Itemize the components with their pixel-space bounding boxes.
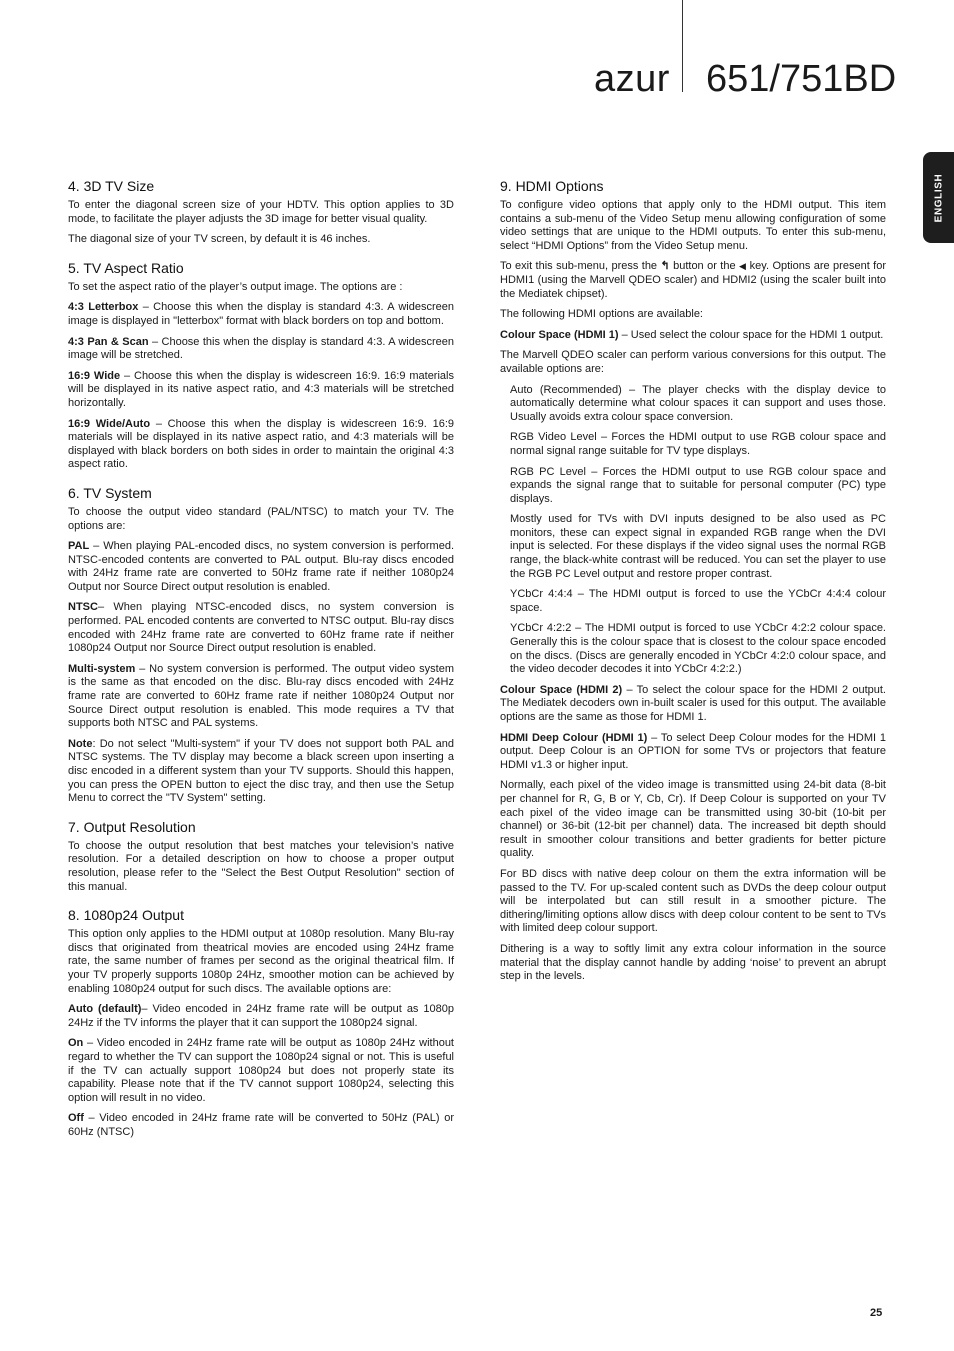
option-term: PAL [68,540,90,553]
option-term: Multi-system [68,662,136,675]
note-paragraph [68,738,454,806]
section-title: 5. TV Aspect Ratio [68,259,184,276]
paragraph: For BD discs with native deep colour on them the extra information will be passed to the TV. For up-scaled content such as DVDs the deep colour output will be interpolated but can still result in a smoother picture. The dithering/limiting options allow discs with deep colour content to be sent to TVs with limited deep colour support. [500,867,886,935]
option-paragraph [68,1112,454,1139]
return-icon: ↰ [660,260,670,273]
section-1080p24-output [68,907,454,1139]
option-text: – To select Deep Colour modes for the HDMI 1 output. Deep Colour is an OPTION for some TVs or projectors that feature HDMI v1.3 or higher input. [500,731,886,771]
paragraph: Normally, each pixel of the video image is transmitted using 24-bit data (8-bit per channel for R, G, B or Y, Cb, Cr). If Deep Colour is supported on your TV each pixel of the video image can be transmitted using 30-bit (10-bit per channel) or 36-bit (12-bit per channel) data. The increased bit depth should result in smoother colour transitions and better gradients for better picture quality. [500,779,886,860]
indented-option: RGB Video Level – Forces the HDMI output to use RGB colour space and normal signal range suitable for TV type displays. [510,431,886,457]
option-paragraph [68,540,454,594]
option-term: HDMI Deep Colour (HDMI 1) [500,731,648,744]
option-term: Colour Space (HDMI 2) [500,683,623,696]
paragraph: To choose the output resolution that best matches your television’s native resolution. For a detailed description on how to choose a proper output resolution, please refer to the "Select the Best Output Resolution" section of this manual. [68,839,454,893]
right-column [500,178,886,997]
text: To exit this sub-menu, press the [500,260,661,273]
indented-option: Auto (Recommended) – The player checks with the display device to automatically determine what colour spaces it can support and uses those. Usually avoids extra colour space conversion. [510,383,886,423]
option-text: – Choose this when the display is widescreen 16:9. 16:9 materials will be displayed in its native aspect ratio, and 4:3 materials will be displayed with black borders on both sides in order to maintain the original 4:3 aspect ratio. [68,417,455,471]
option-text: – Video encoded in 24Hz frame rate will be output as 1080p 24Hz without regard to whether the TV can support the 1080p24 signal or not. This is useful if the TV can actually support 1080p24 but does not properly state its capability. Please note that if the TV cannot support 1080p24, selecting this option will result in no video. [68,1037,454,1104]
section-output-resolution [68,819,454,894]
indented-option: YCbCr 4:4:4 – The HDMI output is forced to use the YCbCr 4:4:4 colour space. [510,588,886,614]
section-tv-system [68,485,454,806]
option-paragraph [68,1037,454,1105]
section-title: 6. TV System [68,484,152,501]
option-term: 16:9 Wide [68,369,121,382]
paragraph: To set the aspect ratio of the player’s output image. The options are : [68,280,403,293]
header-divider [682,0,683,92]
indented-option: Mostly used for TVs with DVI inputs designed to be also used as PC monitors, these can expect signal in expanded RGB range when the DVI input is selected. For these displays if the video signal uses the normal RGB range, the black-white contrast will be reduced. You can set the player to use the RGB PC Level output and restore proper contrast. [510,513,886,580]
left-arrow-icon: ◀ [738,261,747,272]
section-title: 9. HDMI Options [500,178,604,194]
paragraph: To configure video options that apply only to the HDMI output. This item contains a sub-menu of the Video Setup menu allowing configuration of some video settings that are unique to the HDMI outputs. To enter this sub-menu, select “HDMI Options” from the Video Setup menu. [500,199,886,252]
section-hdmi-options [500,178,886,984]
brand-name: azur [594,58,670,100]
option-paragraph [68,601,454,655]
option-text: – Choose this when the display is widescreen 16:9. 16:9 materials will be displayed in its native aspect ratio, and 4:3 materials will be stretched horizontally. [68,369,454,409]
language-tab [923,152,954,243]
option-text: – Video encoded in 24Hz frame rate will be output as 1080p 24Hz if the TV informs the player that it can support the 1080p24 signal. [68,1003,454,1029]
option-term: On [68,1037,84,1050]
option-term: Off [68,1112,84,1125]
option-text: – To select the colour space for the HDMI 2 output. The Mediatek decoders own in-built scaler is used for this output. The available options are the same as those for HDMI 1. [500,683,886,723]
option-text: – When playing NTSC-encoded discs, no system conversion is performed. PAL encoded contents are converted to NTSC output. Blu-ray discs encoded with 24Hz frame rate are converted to 60Hz frame rate if neither 1080p24 Output nor Source Direct output resolution is enabled. [68,601,454,655]
text: key. Options are present for HDMI1 (using the Marvell QDEO scaler) and HDMI2 (using the scaler built into the Mediatek chipset). [500,260,886,300]
paragraph: To choose the output video standard (PAL/NTSC) to match your TV. The options are: [68,505,454,532]
option-paragraph [68,336,454,363]
option-text: – When playing PAL-encoded discs, no system conversion is performed. NTSC-encoded contents are converted to PAL output. Blu-ray discs encoded with 24Hz frame rate are converted to 50Hz frame rate if neither 1080p24 Output nor Source Direct output resolution is enabled. [68,540,454,593]
paragraph: The diagonal size of your TV screen, by default it is 46 inches. [68,233,371,246]
option-text: – Used select the colour space for the HDMI 1 output. [618,328,884,341]
option-text: – Choose this when the display is standard 4:3. A widescreen image will be stretched. [68,335,454,362]
paragraph: Dithering is a way to softly limit any extra colour information in the source material that the display cannot handle by adding ‘noise’ to prevent an abrupt step in the levels. [500,942,886,983]
section-tv-aspect-ratio [68,260,454,472]
option-paragraph [500,329,886,343]
option-paragraph [68,370,454,411]
option-paragraph [68,663,454,731]
option-term: 4:3 Pan & Scan [68,335,149,348]
section-title: 7. Output Resolution [68,818,196,835]
paragraph: This option only applies to the HDMI output at 1080p resolution. Many Blu-ray discs that originated from theatrical movies are encoded using 24Hz frame rate, the same number of frames per second as the original theatrical film. If your TV properly supports 1080p 24Hz, smoother motion can be achieved by enabling 1080p24 output for such discs. The available options are: [68,928,454,995]
paragraph: The Marvell QDEO scaler can perform various conversions for this output. The available options are: [500,349,886,375]
option-term: NTSC [68,601,98,614]
section-title: 4. 3D TV Size [68,178,155,194]
option-paragraph [500,684,886,725]
option-paragraph [68,1003,454,1030]
section-title: 8. 1080p24 Output [68,907,184,924]
left-column [68,178,454,1152]
option-term: 16:9 Wide/Auto [68,417,151,430]
paragraph [500,260,886,301]
indented-option: YCbCr 4:2:2 – The HDMI output is forced to use YCbCr 4:2:2 colour space. Generally this is the colour space that is closest to the colour space encoded on the discs. (Discs are generally encoded in YCbCr 4:2:0 colour space, and the video decoder decodes it into YCbCr 4:2:2.) [510,622,886,676]
paragraph: To enter the diagonal screen size of your HDTV. This option applies to 3D mode, to facilitate the player adjusts the 3D image for better visual quality. [68,199,454,225]
option-paragraph [68,301,454,328]
option-term: 4:3 Letterbox [68,301,139,314]
option-term: Colour Space (HDMI 1) [500,328,619,341]
option-term: Auto (default) [68,1003,142,1016]
indented-option: RGB PC Level – Forces the HDMI output to use RGB colour space and expands the signal range that to suitable for personal computer (PC) type displays. [510,465,886,505]
page-number: 25 [870,1307,883,1319]
option-text: – No system conversion is performed. The output video system is the same as that encoded on the disc. Blu-ray discs encoded with 24Hz frame rate are converted to 60Hz frame rate if neither 1080p24 Output nor Source Direct output resolution is enabled. This mode requires a TV that supports both NTSC and PAL systems. [68,662,454,730]
paragraph: The following HDMI options are available: [500,308,703,321]
option-paragraph [68,418,454,472]
option-paragraph [500,732,886,773]
note-term: Note [68,737,93,750]
note-text: : Do not select "Multi-system" if your TV does not support both PAL and NTSC systems. The TV display may become a black screen upon inserting a disc encoded in a different system than your TV supports. Should this happen, you can press the OPEN button to eject the disc tray, and then use the Setup Menu to correct the "TV System" setting. [68,737,454,805]
language-tab-label: ENGLISH [933,173,944,222]
option-text: – Choose this when the display is standard 4:3. A widescreen image is displayed in "letterbox" format with black borders on top and bottom. [68,301,454,327]
section-3d-tv-size [68,178,454,247]
option-text: – Video encoded in 24Hz frame rate will be converted to 50Hz (PAL) or 60Hz (NTSC) [68,1112,454,1138]
text: button or the [669,260,739,273]
model-name: 651/751BD [706,58,897,100]
